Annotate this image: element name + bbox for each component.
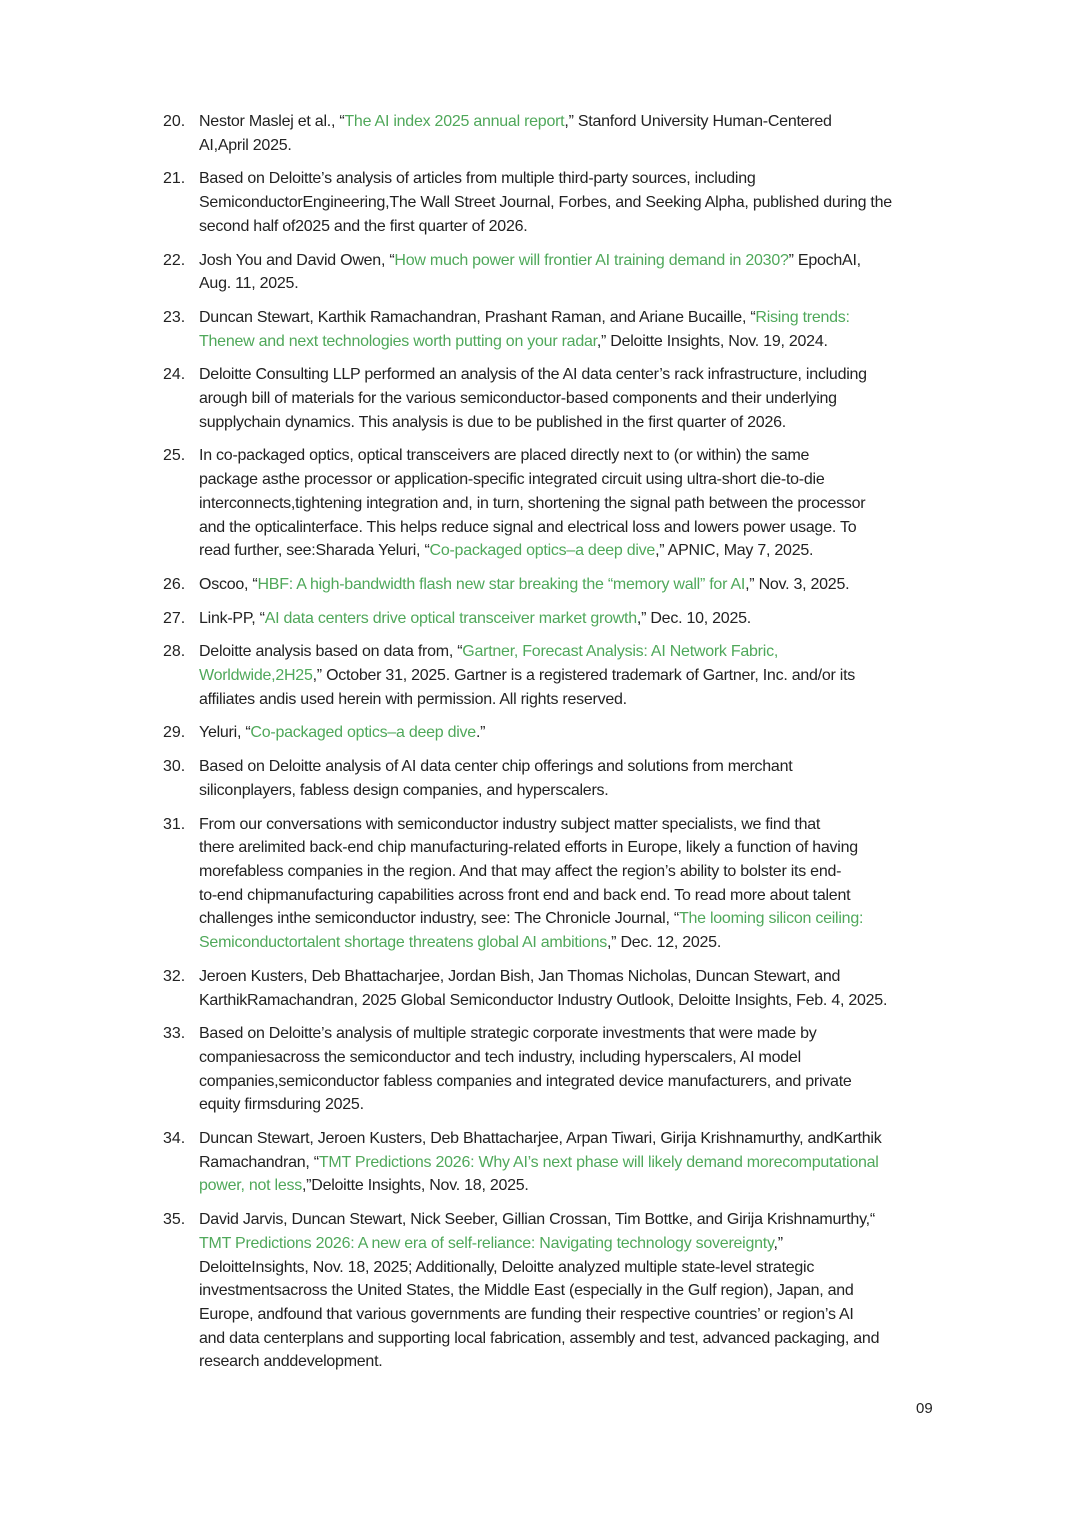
reference-item (163, 721, 963, 745)
reference-number: 25. (163, 447, 186, 465)
reference-number: 23. (163, 308, 186, 326)
reference-text-segment: ,” Nov. 3, 2025. (745, 575, 850, 593)
reference-text (199, 607, 751, 631)
reference-text (199, 721, 485, 745)
reference-number: 35. (163, 1211, 186, 1229)
reference-text-segment: Deloitte analysis based on data from, “ (199, 643, 463, 661)
page-number: 09 (916, 1400, 933, 1417)
reference-number: 22. (163, 251, 186, 269)
reference-text (199, 110, 832, 157)
reference-number: 24. (163, 366, 186, 384)
reference-item (163, 965, 963, 1012)
reference-text (199, 965, 887, 1012)
reference-item (163, 444, 963, 563)
reference-text-segment: Link-PP, “ (199, 609, 265, 627)
reference-link[interactable]: Co-packaged optics–a deep dive (250, 724, 476, 742)
reference-item (163, 1127, 963, 1198)
reference-number: 28. (163, 643, 186, 661)
reference-text-segment: .” (475, 724, 486, 742)
reference-text-segment: Oscoo, “ (199, 575, 258, 593)
reference-text (199, 1022, 852, 1117)
reference-number: 27. (163, 609, 186, 627)
reference-item (163, 607, 963, 631)
reference-link[interactable]: Rising trends: Thenew and next technologies worth putting on your radar (199, 308, 850, 350)
reference-link[interactable]: Co-packaged optics–a deep dive (429, 542, 656, 560)
reference-text-segment: Based on Deloitte’s analysis of multiple strategic corporate investments that were made by companiesacross the semiconductor and tech industry, including hyperscalers, AI model companies,semiconductor fabless companies and integrated device manufacturers, and private equity firmsduring 2025. (199, 1025, 852, 1114)
reference-text-segment: ,” Deloitte Insights, Nov. 19, 2024. (596, 332, 828, 350)
reference-item (163, 1022, 963, 1117)
reference-number: 26. (163, 575, 186, 593)
reference-link[interactable]: Gartner, Forecast Analysis: AI Network Fabric, Worldwide,2H25 (199, 643, 779, 685)
reference-text-segment: Based on Deloitte analysis of AI data center chip offerings and solutions from merchant siliconplayers, fabless design companies, and hyperscalers. (199, 758, 793, 799)
reference-number: 30. (163, 758, 186, 776)
reference-text-segment: Jeroen Kusters, Deb Bhattacharjee, Jordan Bish, Jan Thomas Nicholas, Duncan Stewart, and KarthikRamachandran, 2025 Global Semiconductor Industry Outlook, Deloitte Insights, Feb. 4, 2025. (199, 967, 888, 1009)
reference-text-segment: ,” APNIC, May 7, 2025. (655, 542, 814, 560)
reference-text-segment: ,” Dec. 12, 2025. (606, 934, 722, 952)
reference-text-segment: Nestor Maslej et al., “ (199, 113, 345, 130)
reference-text (199, 1208, 879, 1374)
reference-item (163, 306, 963, 353)
reference-text (199, 249, 861, 296)
reference-number: 34. (163, 1130, 186, 1148)
reference-link[interactable]: TMT Predictions 2026: A new era of self-reliance: Navigating technology sovereignty (199, 1234, 774, 1252)
reference-number: 32. (163, 967, 186, 985)
reference-item (163, 167, 963, 238)
reference-text (199, 363, 867, 434)
reference-text-segment: ,” Dec. 10, 2025. (636, 609, 751, 627)
reference-text-segment: Duncan Stewart, Jeroen Kusters, Deb Bhattacharjee, Arpan Tiwari, Girija Krishnamurthy, andKarthik Ramachandran, “ (199, 1130, 882, 1171)
reference-link[interactable]: HBF: A high-bandwidth flash new star breaking the “memory wall” for AI (257, 575, 746, 593)
reference-item (163, 755, 963, 802)
reference-number: 33. (163, 1025, 186, 1043)
reference-item (163, 110, 963, 157)
reference-item (163, 363, 963, 434)
reference-item (163, 1208, 963, 1374)
reference-text-segment: Josh You and David Owen, “ (199, 251, 395, 269)
reference-text-segment: ” EpochAI, Aug. 11, 2025. (199, 251, 861, 293)
reference-text-segment: In co-packaged optics, optical transceivers are placed directly next to (or within) the same package asthe processor or application-specific integrated circuit using ultra-short die-to-die interconnects,tightening integration and, in turn, shortening the signal path between the processor and the opticalinterface. This helps reduce signal and electrical loss and lowers power usage. To read further, see:Sharada Yeluri, “ (199, 447, 866, 560)
reference-text (199, 813, 863, 955)
reference-text-segment: Duncan Stewart, Karthik Ramachandran, Prashant Raman, and Ariane Bucaille, “ (199, 308, 756, 326)
reference-number: 31. (163, 815, 186, 833)
reference-item (163, 640, 963, 711)
reference-text (199, 167, 892, 238)
reference-link[interactable]: The looming silicon ceiling: Semiconductortalent shortage threatens global AI ambitions (199, 910, 864, 952)
references-list (163, 110, 963, 1384)
reference-text-segment: Yeluri, “ (199, 724, 251, 742)
reference-text (199, 306, 850, 353)
reference-number: 20. (163, 113, 186, 130)
reference-text (199, 444, 865, 563)
reference-link[interactable]: How much power will frontier AI training demand in 2030? (394, 251, 789, 269)
reference-link[interactable]: The AI index 2025 annual report (344, 113, 565, 130)
reference-text-segment: From our conversations with semiconductor industry subject matter specialists, we find that there arelimited back-end chip manufacturing-related efforts in Europe, likely a function of having morefabless companies in the region. And that may affect the region’s ability to bolster its end- to-end chipmanufacturing capabilities across front end and back end. To read more about talent challenges inthe semiconductor industry, see: The Chronicle Journal, “ (199, 815, 858, 928)
reference-number: 29. (163, 724, 186, 742)
reference-item (163, 573, 963, 597)
reference-text (199, 755, 792, 802)
reference-text-segment: ,”Deloitte Insights, Nov. 18, 2025. (301, 1177, 529, 1195)
reference-link[interactable]: TMT Predictions 2026: Why AI’s next phase will likely demand morecomputational power, not less (199, 1153, 879, 1195)
reference-text (199, 640, 855, 711)
reference-text-segment: Based on Deloitte’s analysis of articles from multiple third-party sources, including SemiconductorEngineering,The Wall Street Journal, Forbes, and Seeking Alpha, published during the second half of2025 and the first quarter of 2026. (199, 170, 892, 235)
reference-text-segment: ,” October 31, 2025. Gartner is a registered trademark of Gartner, Inc. and/or its affiliates andis used herein with permission. All rights reserved. (199, 667, 856, 708)
reference-text-segment: David Jarvis, Duncan Stewart, Nick Seeber, Gillian Crossan, Tim Bottke, and Girija Krishnamurthy,“ (199, 1211, 875, 1229)
reference-text-segment: Deloitte Consulting LLP performed an analysis of the AI data center’s rack infrastructure, including arough bill of materials for the various semiconductor-based components and their underlying supplychain dynamics. This analysis is due to be published in the first quarter of 2026. (199, 366, 867, 431)
reference-link[interactable]: AI data centers drive optical transceiver market growth (264, 609, 637, 627)
reference-text-segment: ,” DeloitteInsights, Nov. 18, 2025; Additionally, Deloitte analyzed multiple state-level strategic investmentsacross the United States, the Middle East (especially in the Gulf region), Japan, and Europe, andfound that various governments are funding their respective countries’ or region’s AI and data centerplans and supporting local fabrication, assembly and test, advanced packaging, and research anddevelopment. (199, 1234, 880, 1371)
reference-text-segment: ,” Stanford University Human-Centered AI,April 2025. (199, 113, 832, 154)
reference-number: 21. (163, 170, 186, 188)
reference-item (163, 249, 963, 296)
reference-text (199, 573, 849, 597)
reference-text (199, 1127, 881, 1198)
reference-item (163, 813, 963, 955)
